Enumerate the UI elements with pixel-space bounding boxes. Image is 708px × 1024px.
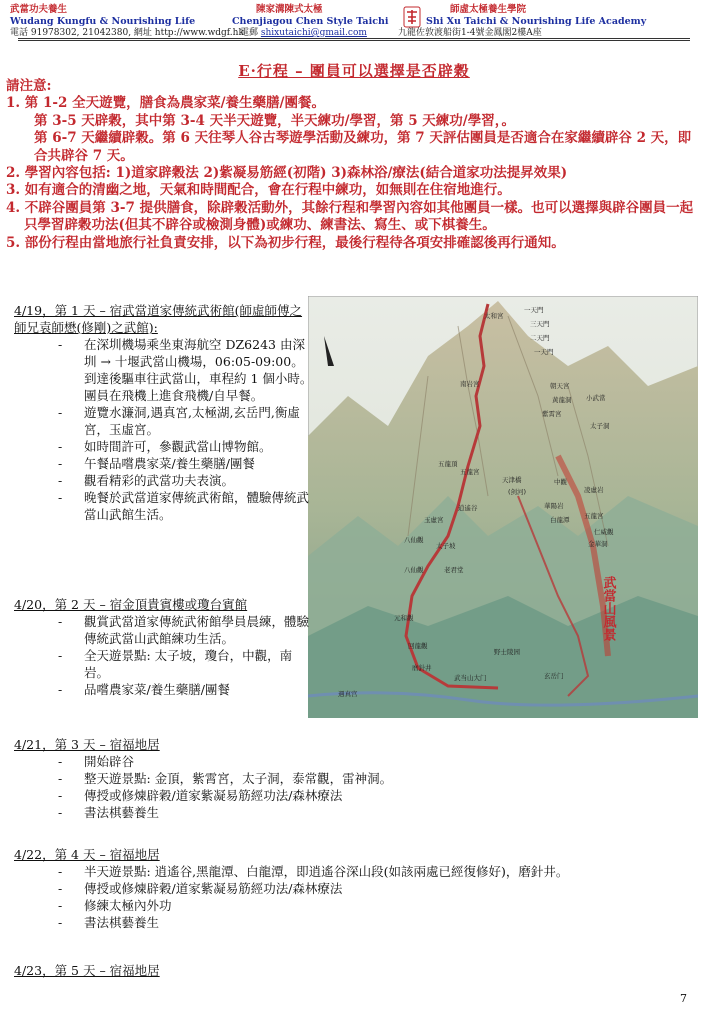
svg-text:紫霄宮: 紫霄宮 bbox=[542, 410, 562, 418]
svg-text:朝天宮: 朝天宮 bbox=[550, 382, 570, 390]
svg-text:八仙觀: 八仙觀 bbox=[404, 566, 424, 574]
wudang-mountain-map bbox=[308, 296, 698, 718]
list-item: - 全天遊景點: 太子坡，瓊台，中觀，南岩。 bbox=[58, 648, 293, 680]
svg-text:武当山大门: 武当山大门 bbox=[454, 674, 487, 682]
email-link[interactable]: shixutaichi@gmail.com bbox=[260, 28, 367, 38]
svg-text:黃龍洞: 黃龍洞 bbox=[552, 396, 572, 404]
header-col-chenjiagou bbox=[232, 4, 389, 27]
svg-text:一天門: 一天門 bbox=[534, 348, 554, 356]
svg-text:太子洞: 太子洞 bbox=[590, 422, 610, 430]
note-item-1c: 第 6-7 天繼續辟穀。第 6 天往琴人谷古琴遊學活動及練功，第 7 天評估團員是否適合在家繼續辟谷 2 天，即合共辟谷 7 天。 bbox=[34, 130, 692, 164]
svg-text:小武當: 小武當 bbox=[586, 394, 606, 402]
day-heading: 4/22，第 4 天 – 宿福地居 bbox=[14, 847, 160, 862]
notes-block bbox=[6, 78, 696, 252]
list-item: - 書法棋藝養生 bbox=[58, 915, 160, 930]
svg-text:二天門: 二天門 bbox=[530, 334, 550, 342]
day-2 bbox=[14, 596, 314, 698]
svg-text:八仙觀: 八仙觀 bbox=[404, 536, 424, 544]
header-chen-cn: 陳家溝陳式太極 bbox=[256, 4, 323, 15]
svg-text:老君堂: 老君堂 bbox=[444, 566, 464, 574]
list-item: - 午餐品嚐農家菜/養生藥膳/團餐 bbox=[58, 456, 255, 471]
list-item: - 在深圳機場乘坐東海航空 DZ6243 由深圳 → 十堰武當山機場，06:05-09:00。到達後驅車往武當山，車程約 1 個小時。團員在飛機上進食飛機/自早餐。 bbox=[58, 337, 313, 403]
day-items bbox=[14, 863, 694, 931]
page-header bbox=[0, 4, 708, 42]
svg-text:白龍潭: 白龍潭 bbox=[550, 516, 570, 524]
section-title: E·行程 – 團員可以選擇是否辟穀 bbox=[238, 62, 470, 80]
list-item: - 傳授或修煉辟穀/道家紫凝易筋經功法/森林療法 bbox=[58, 881, 343, 896]
header-phone-web: 電話 91978302, 21042380, 網址 http://www.wdgf.hk bbox=[10, 28, 244, 38]
list-item: - 半天遊景點: 逍遙谷,黑龍潭、白龍潭，即逍遙谷深山段(如該兩處已經復修好)，磨針井。 bbox=[58, 864, 569, 879]
svg-text:玄岳门: 玄岳门 bbox=[544, 672, 564, 680]
list-item: - 傳授或修煉辟穀/道家紫凝易筋經功法/森林療法 bbox=[58, 788, 343, 803]
day-items bbox=[14, 753, 694, 821]
header-divider bbox=[18, 38, 690, 39]
day-3 bbox=[14, 736, 694, 821]
list-item: - 品嚐農家菜/養生藥膳/團餐 bbox=[58, 682, 230, 697]
svg-text:華陽岩: 華陽岩 bbox=[544, 502, 564, 510]
svg-text:凌虛岩: 凌虛岩 bbox=[584, 486, 604, 494]
day-1 bbox=[14, 302, 314, 523]
svg-text:磨針井: 磨針井 bbox=[412, 664, 432, 672]
svg-text:五龍宮: 五龍宮 bbox=[584, 512, 604, 520]
note-item-1: 1. 第 1-2 全天遊覽，膳食為農家菜/養生藥膳/團餐。 bbox=[6, 95, 325, 112]
svg-text:回龍觀: 回龍觀 bbox=[408, 642, 428, 650]
list-item: - 遊覽水濂洞,遇真宮,太極湖,玄岳門,衡虛宮，玉虛宮。 bbox=[58, 405, 300, 437]
svg-text:五龍頂: 五龍頂 bbox=[438, 460, 458, 468]
note-item-3: 3. 如有適合的清幽之地，天氣和時間配合，會在行程中練功，如無則在住宿地進行。 bbox=[6, 182, 511, 199]
header-shixu-cn: 師虛太極養生學院 bbox=[450, 4, 527, 15]
list-item: - 觀賞武當道家傳統武術館學員晨練，體驗傳統武當山武館練功生活。 bbox=[58, 614, 310, 646]
header-shixu-en: Shi Xu Taichi & Nourishing Life Academy bbox=[426, 15, 647, 27]
page-number: 7 bbox=[680, 992, 687, 1005]
notes-heading: 請注意: bbox=[6, 78, 52, 94]
header-col-wudang bbox=[10, 4, 195, 27]
list-item: - 晚餐於武當道家傳統武術館，體驗傳統武當山武館生活。 bbox=[58, 490, 310, 522]
svg-text:天津橋: 天津橋 bbox=[502, 476, 522, 484]
svg-text:一天門: 一天門 bbox=[524, 306, 544, 314]
day-heading: 4/23，第 5 天 – 宿福地居 bbox=[14, 963, 160, 978]
svg-text:逍遙谷: 逍遙谷 bbox=[458, 504, 478, 512]
day-heading: 4/19，第 1 天 – 宿武當道家傳統武術館(師虛師傅之師兄袁師懋(修剛)之武館): bbox=[14, 303, 303, 335]
svg-text:三天門: 三天門 bbox=[530, 320, 550, 328]
svg-text:五龍宮: 五龍宮 bbox=[460, 468, 480, 476]
svg-text:武當山風景: 武當山風景 bbox=[600, 576, 616, 641]
svg-text:南岩宮: 南岩宮 bbox=[460, 380, 480, 388]
header-wudang-cn: 武當功夫養生 bbox=[10, 4, 68, 15]
svg-text:元和觀: 元和觀 bbox=[394, 614, 414, 622]
day-heading: 4/20，第 2 天 – 宿金頂貴賓樓或瓊台賓館 bbox=[14, 597, 248, 612]
list-item: - 書法棋藝養生 bbox=[58, 805, 160, 820]
note-item-5: 5. 部份行程由當地旅行社負責安排，以下為初步行程，最後行程待各項安排確認後再行通知。 bbox=[6, 234, 565, 251]
svg-text:太子坡: 太子坡 bbox=[436, 542, 456, 550]
note-item-4: 4. 不辟谷團員第 3-7 提供膳食，除辟穀活動外，其餘行程和學習內容如其他團員一樣。也可以選擇與辟谷團員一起只學習辟穀功法(但其不辟谷或檢測身體)或練功、練書法、寫生、或下棋養生。 bbox=[6, 199, 694, 234]
day-items bbox=[14, 613, 314, 698]
day-4 bbox=[14, 846, 694, 931]
list-item: - 觀看精彩的武當功夫表演。 bbox=[58, 473, 235, 488]
svg-text:中觀: 中觀 bbox=[554, 478, 567, 486]
header-divider-2 bbox=[18, 40, 690, 41]
svg-text:遇真宫: 遇真宫 bbox=[338, 690, 358, 698]
note-item-2: 2. 學習內容包括: 1)道家辟穀法 2)紫凝易筋經(初階) 3)森林浴/療法(結合道家功法提昇效果) bbox=[6, 165, 568, 182]
header-address: 九龍佐敦渡船街1-4號金鳳閣2樓A座 bbox=[398, 28, 542, 38]
header-col-shixu bbox=[426, 4, 646, 27]
list-item: - 修練太極內外功 bbox=[58, 898, 172, 913]
email-label: 電郵 bbox=[240, 28, 259, 38]
svg-text:金華洞: 金華洞 bbox=[588, 540, 608, 548]
header-wudang-en: Wudang Kungfu & Nourishing Life bbox=[10, 15, 196, 27]
list-item: - 開始辟谷 bbox=[58, 754, 135, 769]
svg-text:太和宮: 太和宮 bbox=[484, 312, 504, 320]
day-5 bbox=[14, 962, 694, 979]
svg-text:玉虛宮: 玉虛宮 bbox=[424, 516, 444, 524]
svg-text:野士陵园: 野士陵园 bbox=[494, 648, 520, 656]
academy-logo-icon bbox=[403, 6, 421, 28]
day-items bbox=[14, 336, 314, 523]
svg-text:仁威觀: 仁威觀 bbox=[594, 528, 614, 536]
header-chen-en: Chenjiagou Chen Style Taichi bbox=[232, 15, 389, 27]
svg-text:(剑河): (剑河) bbox=[508, 488, 527, 496]
list-item: - 如時間許可，參觀武當山博物館。 bbox=[58, 439, 272, 454]
day-heading: 4/21，第 3 天 – 宿福地居 bbox=[14, 737, 160, 752]
note-item-1b: 第 3-5 天辟穀，其中第 3-4 天半天遊覽，半天練功/學習，第 5 天練功/學習，。 bbox=[34, 112, 515, 129]
list-item: - 整天遊景點: 金頂，紫霄宮，太子洞，泰常觀，雷神洞。 bbox=[58, 771, 393, 786]
